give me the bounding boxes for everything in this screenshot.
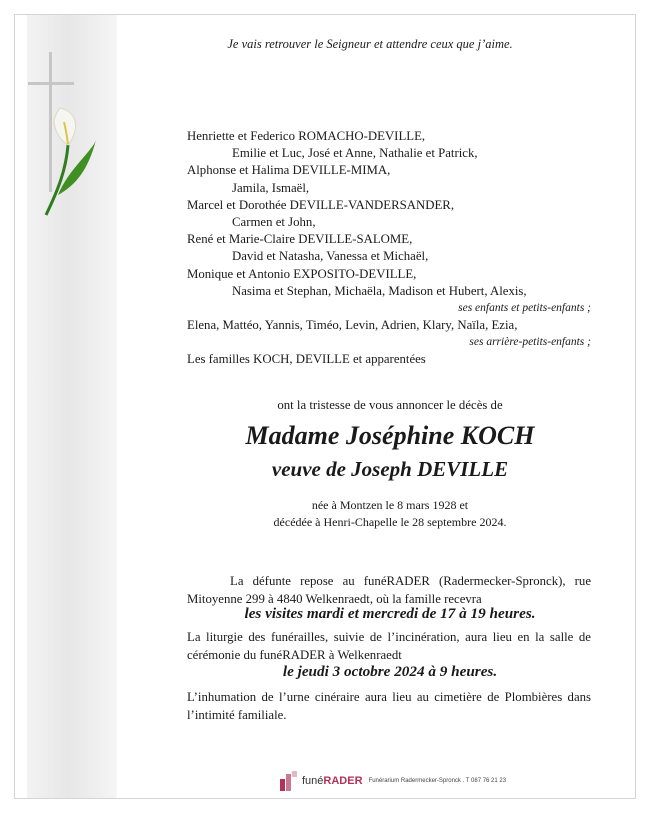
logo-mark-icon — [280, 771, 298, 791]
family-line: Jamila, Ismaël, — [232, 180, 310, 195]
born-line: née à Montzen le 8 mars 1928 et — [311, 498, 469, 512]
visits-line: les visites mardi et mercredi de 17 à 19 heures. — [244, 605, 536, 622]
rest-paragraph-text: La défunte repose au funéRADER (Radermecker-Spronck), rue Mitoyenne 299 à 4840 Welkenraedt, où la famille recevra — [187, 574, 591, 606]
liturgy-paragraph-text: La liturgie des funérailles, suivie de l’incinération, aura lieu en la salle de cérémonie du funéRADER à Welkenraedt — [187, 630, 591, 662]
inhumation-paragraph — [187, 689, 591, 724]
family-line: David et Natasha, Vanessa et Michaël, — [232, 249, 429, 264]
birth-death-info — [150, 497, 630, 531]
family-line: Alphonse et Halima DEVILLE-MIMA, — [187, 163, 391, 178]
ceremony-date: le jeudi 3 octobre 2024 à 9 heures. — [282, 663, 498, 680]
deceased-name: Madame Joséphine KOCH — [245, 421, 535, 450]
logo-brand-suffix: RADER — [323, 775, 363, 787]
funerader-logo — [280, 770, 506, 792]
family-line: Marcel et Dorothée DEVILLE-VANDERSANDER, — [187, 197, 455, 212]
logo-contact: Funérarium Radermecker-Spronck . T 087 76 21 23 — [368, 778, 507, 784]
grandchildren-label: ses enfants et petits-enfants ; — [458, 301, 591, 314]
family-list — [187, 128, 591, 369]
rest-paragraph — [187, 573, 591, 608]
family-line: Henriette et Federico ROMACHO-DEVILLE, — [187, 129, 426, 143]
announcement: ont la tristesse de vous annoncer le décès de — [277, 398, 503, 412]
lily-flower-icon — [38, 100, 108, 220]
died-line: décédée à Henri-Chapelle le 28 septembre 2024. — [273, 515, 507, 529]
great-grandchildren-label: ses arrière-petits-enfants ; — [469, 336, 591, 349]
logo-brand-prefix: funé — [302, 775, 324, 787]
family-line: Nasima et Stephan, Michaëla, Madison et Hubert, Alexis, — [232, 283, 527, 298]
families-line: Les familles KOCH, DEVILLE et apparentées — [187, 352, 426, 367]
cross-bar — [28, 82, 74, 85]
family-line: Carmen et John, — [232, 214, 316, 229]
great-grandchildren-line: Elena, Mattéo, Yannis, Timéo, Levin, Adrien, Klary, Naïla, Ezia, — [187, 318, 518, 333]
family-line: René et Marie-Claire DEVILLE-SALOME, — [187, 232, 413, 247]
logo-brand — [302, 775, 363, 787]
widow-line: veuve de Joseph DEVILLE — [271, 457, 509, 481]
family-line: Emilie et Luc, José et Anne, Nathalie et Patrick, — [232, 146, 478, 161]
liturgy-paragraph — [187, 629, 591, 664]
family-line: Monique et Antonio EXPOSITO-DEVILLE, — [187, 266, 417, 281]
quote: Je vais retrouver le Seigneur et attendre ceux que j’aime. — [227, 37, 513, 51]
inhumation-paragraph-text: L’inhumation de l’urne cinéraire aura lieu au cimetière de Plombières dans l’intimité familiale. — [187, 690, 591, 722]
